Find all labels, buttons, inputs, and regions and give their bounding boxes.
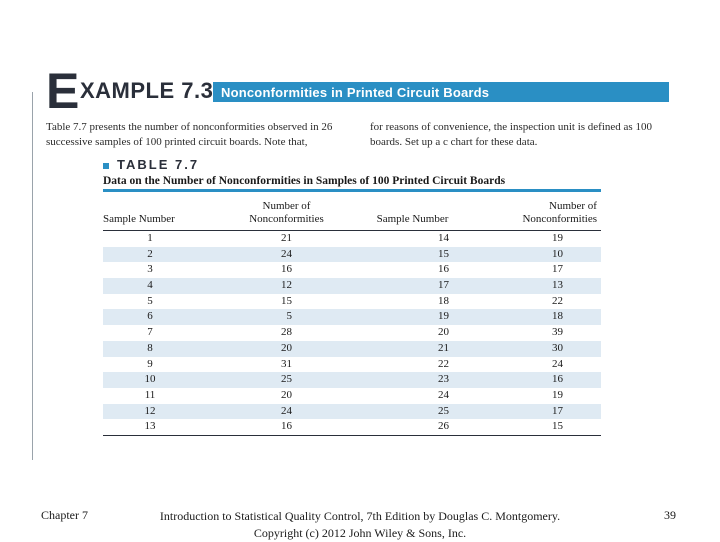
nonconformities-cell: 39 [552, 326, 563, 339]
chapter-label: Chapter 7 [41, 508, 88, 522]
table-bottom-rule [103, 435, 601, 436]
nonconformities-cell: 12 [281, 279, 292, 292]
sample-number-cell: 13 [144, 420, 156, 433]
sample-number-cell: 2 [147, 247, 153, 260]
nonconformities-cell: 20 [281, 388, 292, 401]
table-row [103, 325, 601, 341]
nonconformities-cell: 16 [281, 420, 292, 433]
table-row [103, 341, 601, 357]
table-body [103, 231, 601, 435]
sample-number-cell: 21 [438, 341, 449, 354]
header-nonconformities-2: Number of Nonconformities [522, 200, 597, 225]
sample-number-cell: 6 [147, 310, 153, 323]
sample-number-cell: 20 [438, 326, 449, 339]
example-title: XAMPLE 7.3 [80, 78, 214, 103]
example-initial: E [46, 63, 80, 119]
nonconformities-cell: 21 [281, 232, 292, 244]
nonconformities-cell: 24 [552, 357, 563, 370]
nonconformities-cell: 10 [552, 247, 563, 260]
nonconformities-cell: 25 [281, 373, 292, 386]
sample-number-cell: 22 [438, 357, 449, 370]
nonconformities-cell: 15 [552, 420, 563, 433]
example-subtitle-bar [213, 82, 669, 102]
sample-number-cell: 18 [438, 294, 449, 307]
sample-number-cell: 5 [147, 294, 153, 307]
sample-number-cell: 1 [147, 232, 153, 244]
table-row [103, 294, 601, 310]
table-row [103, 388, 601, 404]
sample-number-cell: 7 [147, 326, 153, 339]
sample-number-cell: 14 [438, 232, 449, 244]
sample-number-cell: 24 [438, 388, 449, 401]
sample-number-cell: 19 [438, 310, 449, 323]
sample-number-cell: 8 [147, 341, 153, 354]
citation [150, 508, 570, 542]
sample-number-cell: 15 [438, 247, 449, 260]
nonconformities-cell: 28 [281, 326, 292, 339]
sample-number-cell: 4 [147, 279, 153, 292]
sample-number-cell: 25 [438, 404, 449, 417]
sample-number-cell: 3 [147, 263, 153, 276]
sample-number-cell: 10 [144, 373, 156, 386]
header-sample-number-1: Sample Number [103, 213, 175, 225]
sample-number-cell: 26 [438, 420, 449, 433]
nonconformities-cell: 17 [552, 263, 563, 276]
sample-number-cell: 11 [144, 388, 156, 401]
nonconformities-cell: 5 [286, 310, 292, 323]
table-row [103, 372, 601, 388]
table-row [103, 231, 601, 247]
nonconformities-cell: 20 [281, 341, 292, 354]
table-row [103, 247, 601, 263]
example-subtitle: Nonconformities in Printed Circuit Boards [221, 85, 490, 100]
nonconformities-cell: 24 [281, 247, 292, 260]
nonconformities-cell: 16 [552, 373, 563, 386]
nonconformities-cell: 18 [552, 310, 563, 323]
table-row [103, 278, 601, 294]
frame-rule [32, 92, 33, 460]
sample-number-cell: 12 [144, 404, 156, 417]
nonconformities-cell: 22 [552, 294, 563, 307]
header-sample-number-2: Sample Number [376, 213, 449, 225]
nonconformities-cell: 13 [552, 279, 563, 292]
intro-right: for reasons of convenience, the inspection unit is defined as 100 boards. Set up a c chart for these data. [370, 121, 652, 148]
nonconformities-cell: 19 [552, 232, 563, 244]
table-label-text: TABLE 7.7 [117, 157, 200, 172]
table-caption: Data on the Number of Nonconformities in Samples of 100 Printed Circuit Boards [103, 175, 506, 187]
sample-number-cell: 23 [438, 373, 449, 386]
table-label [103, 157, 199, 172]
sample-number-cell: 17 [438, 279, 449, 292]
data-table [103, 189, 601, 436]
table-row [103, 262, 601, 278]
square-bullet-icon [103, 163, 109, 169]
table-row [103, 404, 601, 420]
intro-left: Table 7.7 presents the number of nonconformities observed in 26 successive samples of 100 printed circuit boards. Note that, [46, 121, 333, 148]
page-number: 39 [664, 508, 676, 522]
nonconformities-cell: 24 [281, 404, 292, 417]
nonconformities-cell: 19 [552, 388, 563, 401]
nonconformities-cell: 31 [281, 357, 292, 370]
nonconformities-cell: 30 [552, 341, 563, 354]
table-row [103, 357, 601, 373]
nonconformities-cell: 17 [552, 404, 563, 417]
sample-number-cell: 9 [147, 357, 153, 370]
nonconformities-cell: 16 [281, 263, 292, 276]
table-row [103, 309, 601, 325]
citation-line-2: Copyright (c) 2012 John Wiley & Sons, Inc. [253, 526, 467, 540]
sample-number-cell: 16 [438, 263, 449, 276]
table-header [103, 192, 601, 231]
table-row [103, 419, 601, 435]
header-nonconformities-1: Number of Nonconformities [249, 200, 324, 225]
nonconformities-cell: 15 [281, 294, 292, 307]
citation-line-1: Introduction to Statistical Quality Control, 7th Edition by Douglas C. Montgomery. [159, 509, 561, 523]
